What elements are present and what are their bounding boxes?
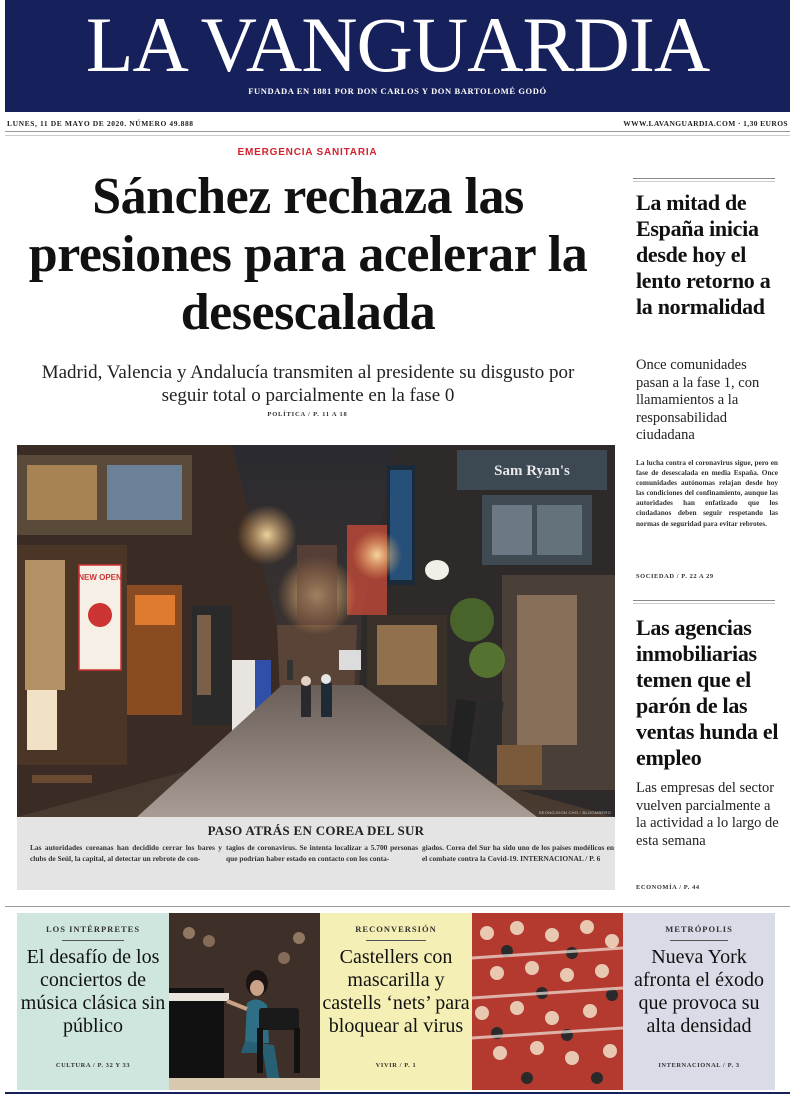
teaser-2-ref: VIVIR / P. 1	[375, 1062, 417, 1069]
teaser-3-divider	[670, 940, 728, 941]
bottom-strip-rule	[5, 906, 790, 907]
photo-credit: SEONGJOON CHO / BLOOMBERG	[538, 810, 611, 815]
seoul-street-photo[interactable]	[17, 445, 615, 817]
teaser-2-kicker: RECONVERSIÓN	[355, 924, 437, 934]
right-rule-2b	[633, 603, 775, 604]
teaser-3-ref: INTERNACIONAL / P. 3	[658, 1062, 740, 1069]
bottom-rule	[5, 1092, 790, 1094]
right-top-body: La lucha contra el coronavirus sigue, pero en fase de desescalada en media España. Once comunidades autónomas relajan desde hoy las condiciones del confinamiento, aunque las autoridades han enfatizado que los ciudadanos deben seguir respetando las normas de seguridad para evitar rebrotes.	[636, 458, 778, 528]
caption-col-3: giados. Corea del Sur ha sido uno de los países modélicos en el combate contra la Covid-19. INTERNACIONAL / P. 6	[422, 843, 614, 863]
caption-col-1: Las autoridades coreanas han decidido cerrar los bares y clubs de Seúl, la capital, al detectar un rebrote de con-	[30, 843, 222, 863]
url-price: WWW.LAVANGUARDIA.COM · 1,30 EUROS	[623, 119, 788, 128]
teaser-1-ref: CULTURA / P. 32 Y 33	[55, 1062, 131, 1069]
lead-kicker: EMERGENCIA SANITARIA	[237, 147, 378, 158]
teaser-2-divider	[366, 940, 426, 941]
right-rule-1b	[633, 181, 775, 182]
caption-col-2: tagios de coronavirus. Se intenta localizar a 5.700 personas que podrían haber estado en contacto con los conta-	[226, 843, 418, 863]
right-bottom-subhead: Las empresas del sector vuelven parcialmente a la actividad a lo largo de esta semana	[636, 780, 779, 849]
new-open-sign: NEW OPEN	[78, 573, 122, 582]
castellers-illustration	[472, 913, 623, 1090]
right-top-subhead: Once comunidades pasan a la fase 1, con llamamientos a la responsabilidad ciudadana	[636, 357, 760, 443]
lead-subhead: Madrid, Valencia y Andalucía transmiten al presidente su disgusto por seguir total o parcialmente en la fase 0	[41, 362, 575, 406]
castellers-photo[interactable]	[472, 913, 623, 1090]
lead-section-ref: POLÍTICA / P. 11 A 18	[267, 411, 348, 418]
masthead-title: LA VANGUARDIA	[85, 1, 710, 88]
top-rule	[5, 131, 790, 132]
pianist-illustration	[169, 913, 320, 1090]
right-bottom-section-ref: ECONOMÍA / P. 44	[636, 884, 700, 891]
teaser-3-headline[interactable]: Nueva York afronta el éxodo que provoca su alta densidad	[634, 946, 764, 1037]
lead-headline[interactable]: Sánchez rechaza las presiones para acelerar la desescalada	[28, 168, 588, 341]
teaser-2-headline[interactable]: Castellers con mascarilla y castells ‘nets’ para bloquear al virus	[322, 946, 470, 1037]
caption-title: PASO ATRÁS EN COREA DEL SUR	[207, 823, 425, 838]
teaser-1-kicker: LOS INTÉRPRETES	[45, 924, 141, 934]
right-rule-2	[633, 600, 775, 601]
right-rule-1	[633, 178, 775, 179]
right-bottom-headline[interactable]: Las agencias inmobiliarias temen que el parón de las ventas hunda el empleo	[636, 615, 779, 770]
teaser-1-headline[interactable]: El desafío de los conciertos de música clásica sin público	[20, 946, 166, 1037]
street-scene-illustration	[17, 445, 615, 817]
dateline: LUNES, 11 DE MAYO DE 2020. NÚMERO 49.888	[7, 119, 194, 128]
masthead-subtitle: FUNDADA EN 1881 POR DON CARLOS Y DON BARTOLOMÉ GODÓ	[248, 86, 547, 96]
teaser-3-kicker: METRÓPOLIS	[665, 924, 733, 934]
pianist-photo[interactable]	[169, 913, 320, 1090]
right-top-section-ref: SOCIEDAD / P. 22 A 29	[636, 573, 714, 580]
top-rule-thin	[5, 135, 790, 136]
right-top-headline[interactable]: La mitad de España inicia desde hoy el lento retorno a la normalidad	[636, 190, 771, 319]
sam-ryans-sign: Sam Ryan's	[494, 463, 570, 479]
masthead	[5, 0, 790, 112]
teaser-1-divider	[62, 940, 124, 941]
